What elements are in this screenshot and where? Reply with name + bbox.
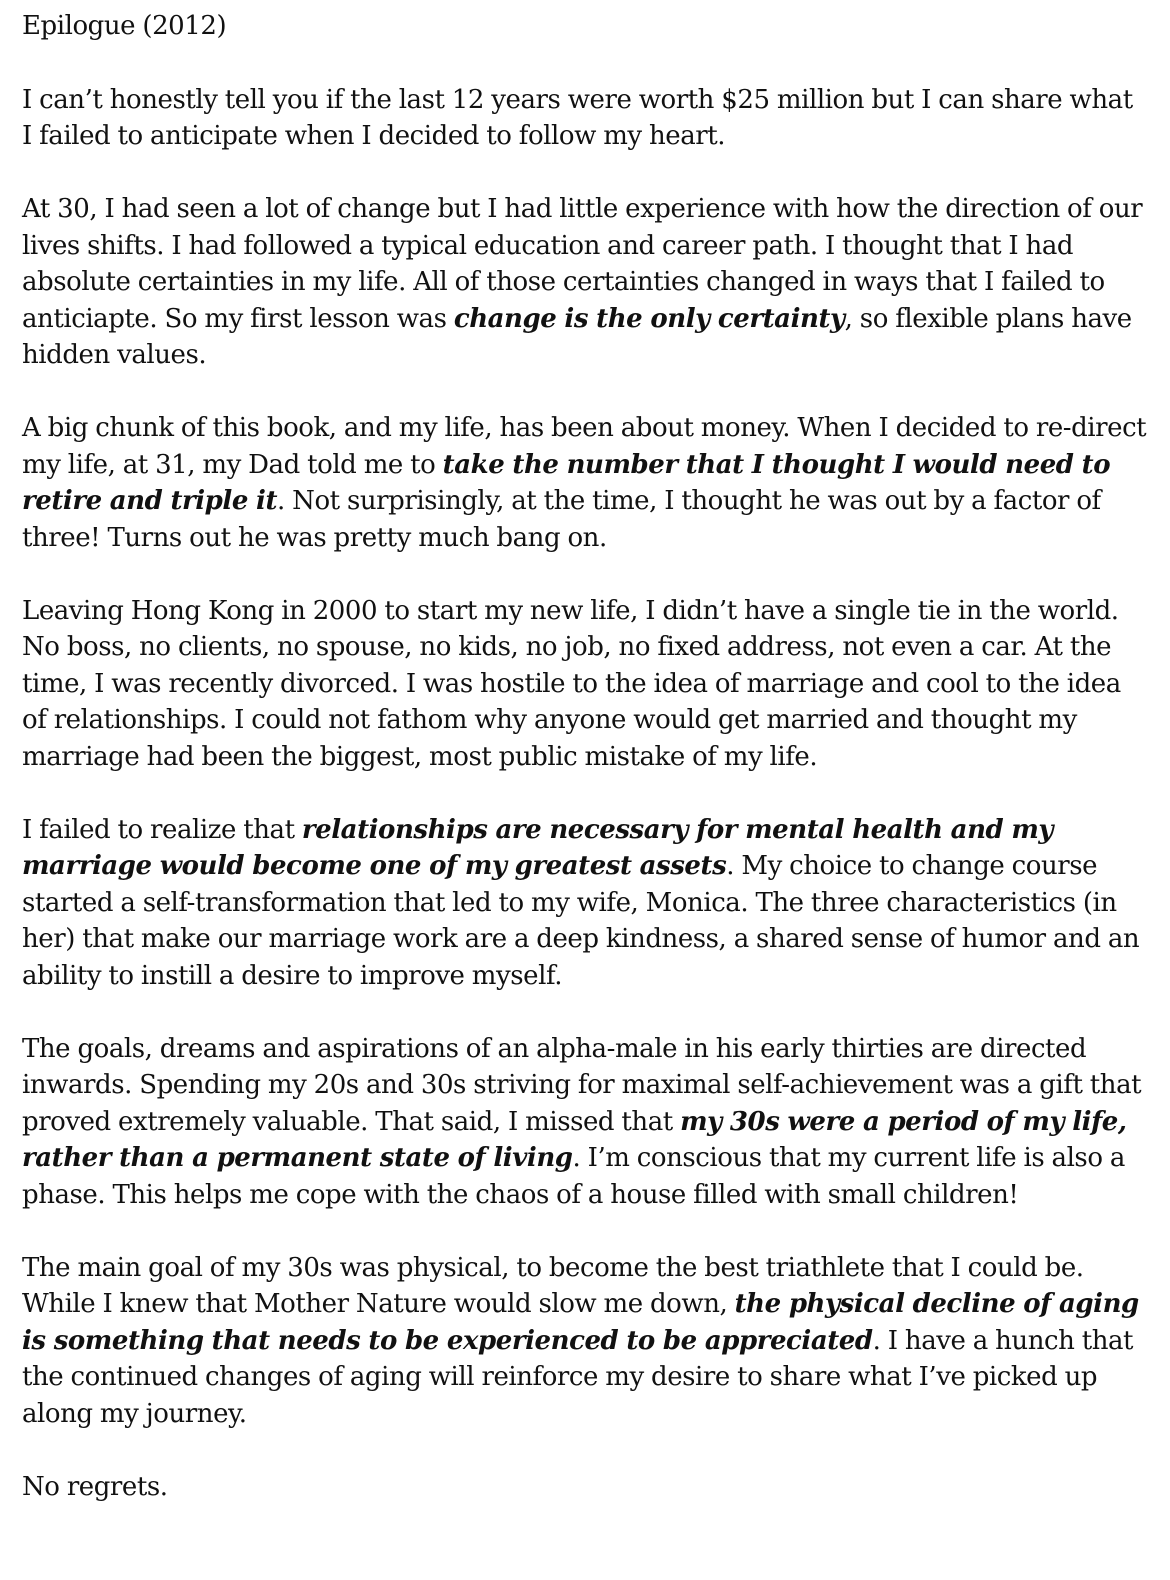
paragraph-3 <box>22 410 1147 556</box>
paragraph-text: , so flexible plans have hidden values. <box>22 303 1132 370</box>
paragraph-text: A big chunk of this book, and my life, has been about money. When I decided to re-direct my life, at 31, my Dad told me to <box>22 413 1147 480</box>
paragraph-2 <box>22 191 1147 374</box>
paragraph-text: The main goal of my 30s was physical, to become the best triathlete that I could be. While I knew that Mother Nature would slow me down, <box>22 1252 1084 1319</box>
emphasized-text: the physical decline of aging is something that needs to be experienced to be appreciated <box>22 1289 1139 1356</box>
paragraph-text: . My choice to change course started a self-transformation that led to my wife, Monica. The three characteristics (in her) that make our marriage work are a deep kindness, a shared sense of humor and an ability to instill a desire to improve myself. <box>22 851 1140 991</box>
paragraph-text: No regrets. <box>22 1471 168 1502</box>
paragraph-6 <box>22 1031 1147 1214</box>
paragraph-text: . Not surprisingly, at the time, I thought he was out by a factor of three! Turns out he was pretty much bang on. <box>22 486 1101 553</box>
paragraph-4 <box>22 593 1147 776</box>
emphasized-text: relationships are necessary for mental health and my marriage would become one of my greatest assets <box>22 814 1054 881</box>
paragraph-text: . I have a hunch that the continued changes of aging will reinforce my desire to share what I’ve picked up along my journey. <box>22 1325 1134 1429</box>
paragraph-8 <box>22 1469 1147 1506</box>
paragraph-1 <box>22 82 1147 155</box>
paragraph-text: I failed to realize that <box>22 814 302 845</box>
paragraph-text: I can’t honestly tell you if the last 12 years were worth $25 million but I can share what I failed to anticipate when I decided to follow my heart. <box>22 84 1133 151</box>
emphasized-text: my 30s were a period of my life, rather than a permanent state of living <box>22 1106 1127 1173</box>
paragraph-text: At 30, I had seen a lot of change but I had little experience with how the direction of our lives shifts. I had followed a typical education and career path. I thought that I had absolute certainties in my life. All of those certainties changed in ways that I failed to anticiapte. So my first lesson was <box>22 194 1143 334</box>
paragraph-text: The goals, dreams and aspirations of an alpha-male in his early thirties are directed inwards. Spending my 20s and 30s striving for maximal self-achievement was a gift that proved extremely valuable. That said, I missed that <box>22 1033 1142 1137</box>
page-title: Epilogue (2012) <box>22 11 227 41</box>
emphasized-text: change is the only certainty <box>453 303 845 334</box>
paragraph-text: Leaving Hong Kong in 2000 to start my new life, I didn’t have a single tie in the world. No boss, no clients, no spouse, no kids, no job, no fixed address, not even a car. At the time, I was recently divorced. I was hostile to the idea of marriage and cool to the idea of relationships. I could not fathom why anyone would get married and thought my marriage had been the biggest, most public mistake of my life. <box>22 595 1121 772</box>
paragraph-text: . I’m conscious that my current life is also a phase. This helps me cope with the chaos of a house filled with small children! <box>22 1143 1125 1210</box>
paragraph-5 <box>22 812 1147 995</box>
emphasized-text: take the number that I thought I would need to retire and triple it <box>22 449 1111 516</box>
paragraph-7 <box>22 1250 1147 1433</box>
document-page <box>22 8 1147 1505</box>
